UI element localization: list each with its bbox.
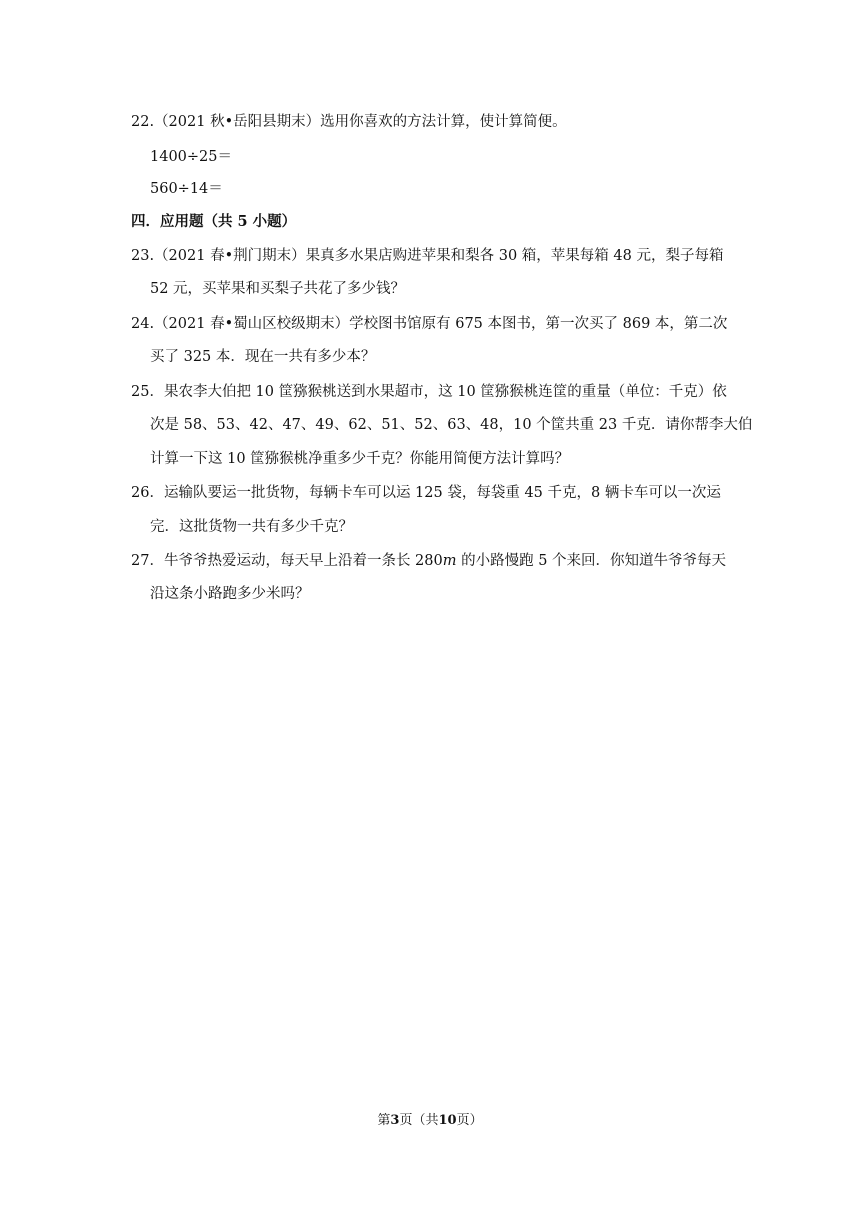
footer-page-number: 3 [390,1113,400,1128]
question-27-text-b: 的小路慢跑 5 个来回．你知道牛爷爷每天 [456,553,727,569]
question-26-line-1: 26．运输队要运一批货物，每辆卡车可以运 125 袋，每袋重 45 千克，8 辆卡车可以一次运 [131,485,721,501]
footer-prefix: 第 [377,1113,391,1128]
question-26-line-2: 完．这批货物一共有多少千克？ [150,519,353,535]
question-23-line-1: 23.（2021 春•荆门期末）果真多水果店购进苹果和梨各 30 箱，苹果每箱 48 元，梨子每箱 [131,248,724,264]
footer-middle: 页（共 [399,1113,439,1128]
section-4-title: 四．应用题（共 5 小题） [131,213,297,230]
question-22-line-1: 22.（2021 秋•岳阳县期末）选用你喜欢的方法计算，使计算简便。 [131,114,567,130]
footer-total-pages: 10 [438,1113,457,1128]
question-24-line-2: 买了 325 本．现在一共有多少本？ [150,349,376,365]
unit-meter: m [442,553,457,569]
question-27-line-1 [131,551,726,571]
question-23-line-2: 52 元，买苹果和买梨子共花了多少钱？ [150,281,406,297]
question-25-line-3: 计算一下这 10 筐猕猴桃净重多少千克？你能用简便方法计算吗？ [150,451,570,467]
question-27-line-2: 沿这条小路跑多少米吗？ [150,586,310,602]
question-25-line-1: 25．果农李大伯把 10 筐猕猴桃送到水果超市，这 10 筐猕猴桃连筐的重量（单位：千克）依 [131,384,727,400]
question-22-expression-1: 1400÷25＝ [150,149,233,165]
question-25-line-2: 次是 58、53、42、47、49、62、51、52、63、48，10 个筐共重 23 千克．请你帮李大伯 [150,417,753,433]
question-27-text-a: 27．牛爷爷热爱运动，每天早上沿着一条长 280 [131,553,443,569]
question-24-line-1: 24.（2021 春•蜀山区校级期末）学校图书馆原有 675 本图书，第一次买了 869 本，第二次 [131,316,728,332]
question-22-expression-2: 560÷14＝ [150,181,223,197]
page-footer [0,1112,860,1130]
footer-suffix: 页） [456,1113,483,1128]
